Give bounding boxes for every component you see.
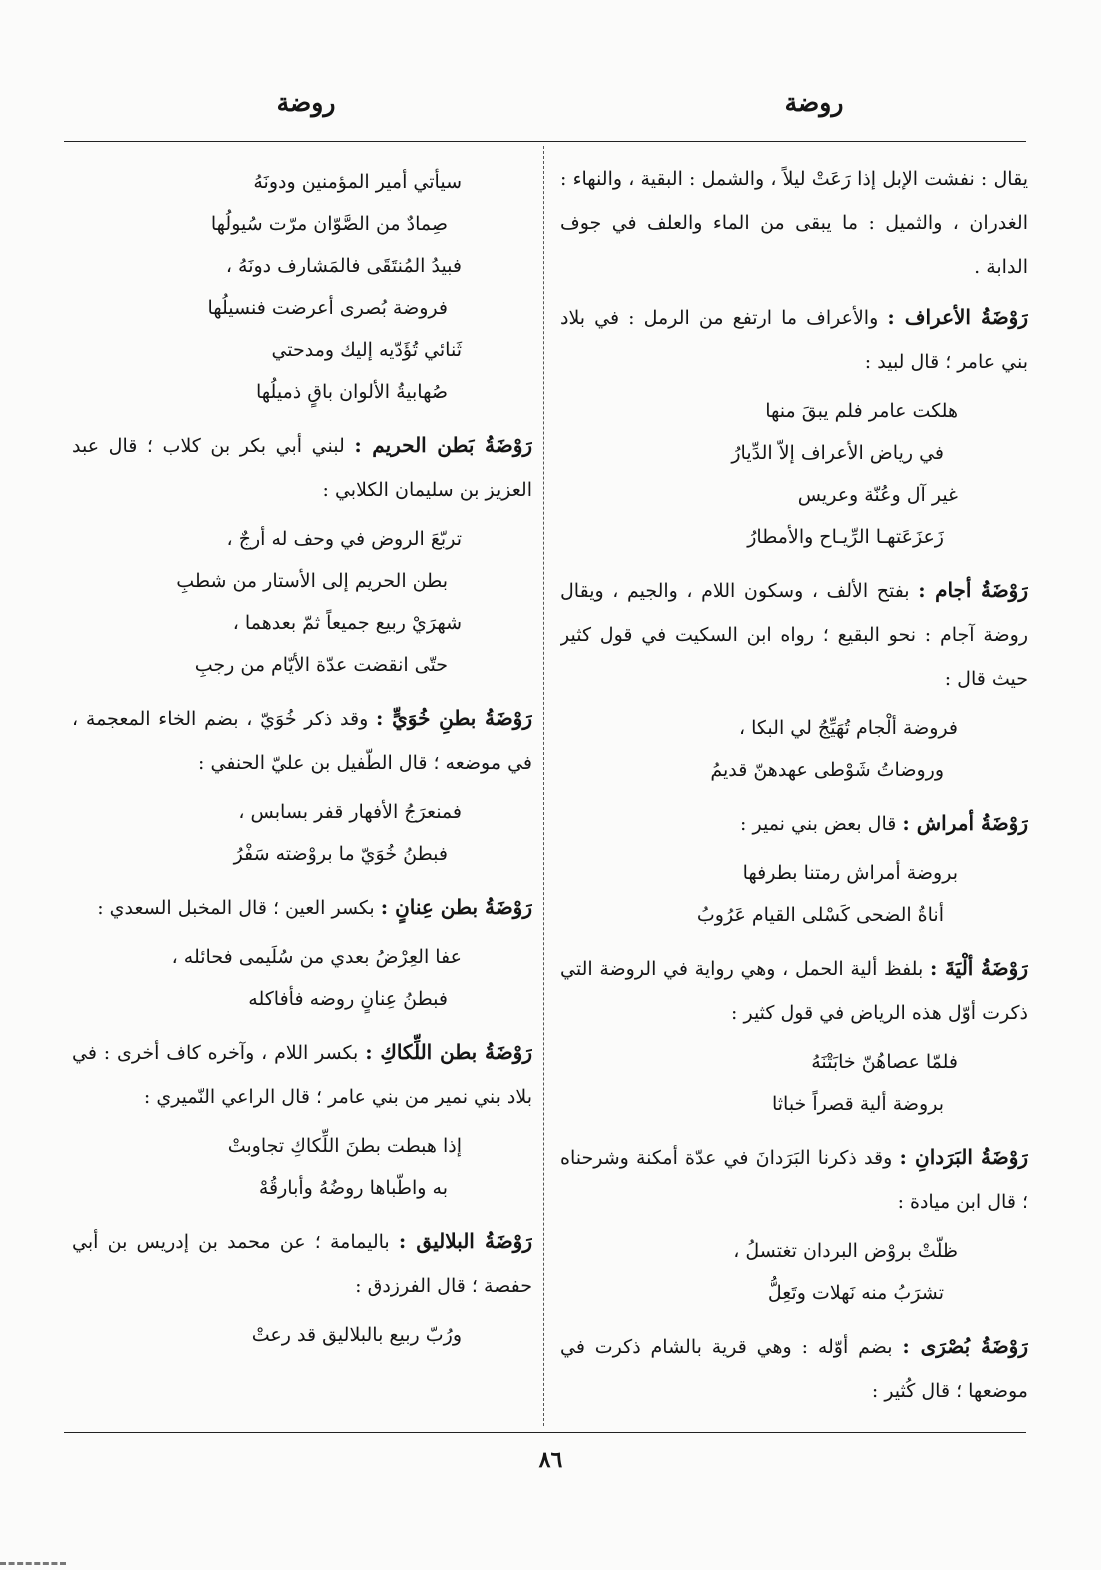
verse-block — [72, 1314, 532, 1356]
verse-line: سيأتي أمير المؤمنين ودونَهُ — [253, 171, 462, 193]
headword: رَوْضَةُ أمراش : — [902, 811, 1028, 835]
verse-line: فبطنُ خُوَيّ ما بروْضته سَفْرُ — [233, 843, 448, 865]
verse-block — [72, 518, 532, 686]
verse-line: ثَنائي تُؤَدّيه إليك ومدحتي — [271, 339, 462, 361]
bottom-rule — [64, 1432, 1026, 1433]
entry-text: باليمامة ؛ عن محمد بن إدريس بن أبي حفصة ؛ قال الفرزدق : — [72, 1231, 532, 1297]
scan-edge-mark — [0, 1562, 66, 1565]
entry-ajam — [560, 568, 1028, 701]
right-column — [560, 157, 1028, 1427]
entry-text: وقد ذكر خُوَيّ ، بضم الخاء المعجمة ، في موضعه ؛ قال الطّفيل بن عليّ الحنفي : — [72, 708, 532, 774]
entry-text: بكسر العين ؛ قال المخبل السعدي : — [97, 897, 381, 919]
verse-line: ظلّتْ بروْض البردان تغتسلُ ، — [733, 1240, 958, 1262]
verse-line: تشرَبُ منه نَهلات وتَعِلُّ — [767, 1282, 944, 1304]
verse-block — [560, 1230, 1028, 1314]
verse-line: عفا العِرْضُ بعدي من سُلَيمى فحائله ، — [171, 946, 462, 968]
headword: رَوْضَةُ ألْيَةَ : — [929, 956, 1028, 980]
verse-line: فبيدُ المُنتَقَى فالمَشارف دونَهُ ، — [225, 255, 462, 277]
verse-line: فروضة ألْجام تُهَيِّجُ لي البكا ، — [738, 717, 958, 739]
entry-al-baradan — [560, 1135, 1028, 1224]
entry-text: وقد ذكرنا البَرَدانَ في عدّة أمكنة وشرحناه ؛ قال ابن ميادة : — [560, 1147, 1028, 1213]
verse-line: فمنعرَجُ الأفهار قفر بسابس ، — [238, 801, 462, 823]
entry-text: بلفظ ألية الحمل ، وهي رواية في الروضة التي ذكرت أوّل هذه الرياض في قول كثير : — [560, 958, 1028, 1024]
verse-line: فلمّا عصاهُنّ خابَتْنَهُ — [811, 1051, 958, 1073]
headword: رَوْضَةُ البَرَدانِ : — [899, 1145, 1028, 1169]
entry-batn-al-harim — [72, 423, 532, 512]
verse-line: وروضاتُ شَوْطى عهدهنّ قديمُ — [710, 759, 944, 781]
entry-text: بكسر اللام ، وآخره كاف أخرى : في بلاد بني نمير من بني عامر ؛ قال الراعي النّميري : — [72, 1042, 532, 1108]
headword: رَوْضَةُ الأعراف : — [887, 305, 1028, 329]
verse-line: بطن الحريم إلى الأستار من شطبِ — [176, 570, 448, 592]
entry-text: بضم أوّله : وهي قرية بالشام ذكرت في موضعها ؛ قال كُثير : — [560, 1336, 1028, 1402]
verse-block — [560, 1041, 1028, 1125]
verse-block — [72, 791, 532, 875]
verse-block — [72, 161, 532, 413]
entry-al-aaraf — [560, 295, 1028, 384]
verse-line: تربّعَ الروض في وحف له أرجٌ ، — [226, 528, 462, 550]
entry-alya — [560, 946, 1028, 1035]
verse-line: فبطنُ عِنانٍ روضه فأفاكله — [248, 988, 448, 1010]
entry-al-balaliq — [72, 1219, 532, 1308]
headword: رَوْضَةُ بطن عِنانٍ : — [380, 895, 532, 919]
entry-text: لبني أبي بكر بن كلاب ؛ قال عبد العزيز بن سليمان الكلابي : — [72, 435, 532, 501]
column-divider — [543, 146, 544, 1426]
verse-line: فروضة بُصرى أعرضت فنسيلُها — [207, 297, 448, 319]
running-head-left: روضة — [276, 88, 336, 117]
verse-line: بروضة أمراش رمتنا بطرفها — [742, 862, 958, 884]
headword: رَوْضَةُ بطنِ خُوَيٍّ : — [376, 706, 532, 730]
headword: رَوْضَةُ أجام : — [918, 578, 1028, 602]
headword: رَوْضَةُ البلاليق : — [398, 1229, 532, 1253]
verse-line: ورُبّ ربيع بالبلاليق قد رعتْ — [251, 1324, 462, 1346]
verse-block — [560, 390, 1028, 558]
verse-block — [72, 936, 532, 1020]
verse-line: صُهابيةُ الألوان باقٍ ذميلُها — [256, 381, 448, 403]
headword: رَوْضَةُ بَطن الحريم : — [354, 433, 532, 457]
verse-block — [72, 1125, 532, 1209]
verse-block — [560, 707, 1028, 791]
verse-line: حتّى انقضت عدّة الأيّام من رجبِ — [194, 654, 448, 676]
entry-batn-inan — [72, 885, 532, 930]
verse-line: بروضة ألية قصراً خباثا — [771, 1093, 944, 1115]
page-number: ٨٦ — [538, 1447, 563, 1473]
entry-busra — [560, 1324, 1028, 1413]
verse-line: غير آل وعُنّة وعريس — [797, 484, 958, 506]
headword: رَوْضَةُ بطن اللِّكاكِ : — [365, 1040, 532, 1064]
verse-line: أناةُ الضحى كَسْلى القيام عَرُوبُ — [696, 904, 944, 926]
headword: رَوْضَةُ بُصْرَى : — [902, 1334, 1028, 1358]
verse-line: هلكت عامر فلم يبقَ منها — [765, 400, 958, 422]
entry-text: والأعراف ما ارتفع من الرمل : في بلاد بني عامر ؛ قال لبيد : — [560, 307, 1028, 373]
entry-batn-khuwayy — [72, 696, 532, 785]
entry-batn-al-likak — [72, 1030, 532, 1119]
running-head-right: روضة — [784, 88, 844, 117]
entry-amrash — [560, 801, 1028, 846]
verse-line: شهرَيْ ربيع جميعاً ثمّ بعدهما ، — [232, 612, 462, 634]
verse-line: زَعزَعَتهـا الرِّيـاح والأمطارُ — [747, 526, 944, 548]
top-rule — [64, 141, 1026, 142]
verse-line: في رياض الأعراف إلاّ الدِّيارُ — [731, 442, 944, 464]
verse-line: به واطّباها روضُهُ وأبارقُهْ — [258, 1177, 448, 1199]
entry-text: قال بعض بني نمير : — [740, 813, 903, 835]
paragraph: يقال : نفشت الإبل إذا رَعَتْ ليلاً ، والشمل : البقية ، والنهاء : الغدران ، والثميل : ما يبقى من الماء والعلف في جوف الدابة . — [560, 168, 1028, 278]
verse-line: صِمادٌ من الصَّوّان مرّت سُيولُها — [210, 213, 448, 235]
verse-block — [560, 852, 1028, 936]
entry-text: بفتح الألف ، وسكون اللام ، والجيم ، ويقال روضة آجام : نحو البقيع ؛ رواه ابن السكيت في قول كثير حيث قال : — [560, 580, 1028, 690]
verse-line: إذا هبطت بطنَ اللِّكاكِ تجاوبتْ — [227, 1135, 462, 1157]
left-column — [72, 157, 532, 1427]
